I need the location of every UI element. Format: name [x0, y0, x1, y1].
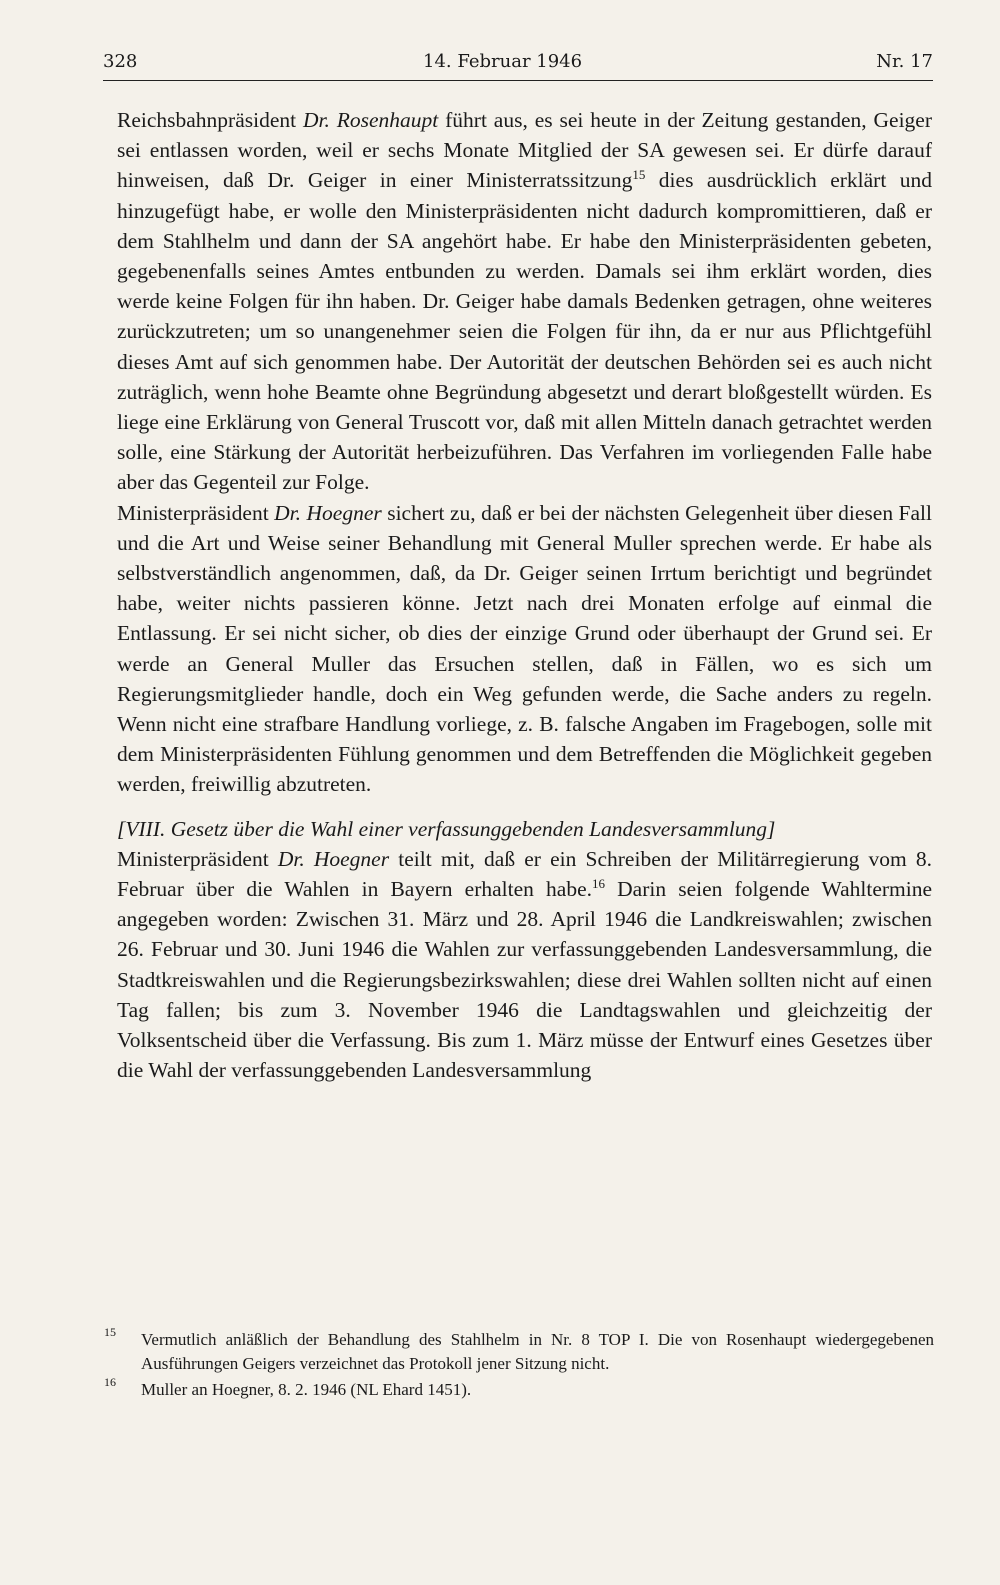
main-text — [117, 105, 932, 1086]
paragraph-hoegner-election: Ministerpräsident Dr. Hoegner teilt mit, daß er ein Schreiben der Militärregierung vom 8. Februar über die Wahlen in Bayern erhalten habe.$^{16}$ Darin seien folgende Wahltermine angegeben worden: Zwischen 31. März und 28. April 1946 die Landkreiswahlen; zwischen 26. Februar und 30. Juni 1946 die Wahlen zur verfassunggebenden Landesversammlung, die Stadtkreiswahlen und die Regierungsbezirkswahlen; diese drei Wahlen sollten nicht auf einen Tag fallen; bis zum 3. November 1946 die Landtagswahlen und gleichzeitig der Volksentscheid über die Verfassung. Bis zum 1. März müsse der Entwurf eines Gesetzes über die Wahl der verfassunggebenden Landesversammlung — [117, 846, 933, 1083]
paragraph-rosenhaupt: Reichsbahnpräsident Dr. Rosenhaupt führt aus, es sei heute in der Zeitung gestanden, Geiger sei entlassen worden, weil er sechs Monate Mitglied der SA gewesen sei. Er dürfe darauf hinweisen, daß Dr. Geiger in einer Ministerratssitzung$^{15}$ dies ausdrücklich erklärt und hinzugefügt habe, er wolle den Ministerpräsidenten nicht dadurch kompromittieren, daß er dem Stahlhelm und dann der SA angehört habe. Er habe den Ministerpräsidenten gebeten, gegebenenfalls seines Amtes entbunden zu werden. Damals sei ihm erklärt worden, dies werde keine Folgen für ihn haben. Dr. Geiger habe damals Bedenken getragen, ohne weiteres zurückzutreten; um so unangenehmer seien die Folgen für ihn, da er nur aus Pflichtgefühl dieses Amt auf sich genommen habe. Der Autorität der deutschen Behörden sei es auch nicht zuträglich, wenn hohe Beamte ohne Begründung abgesetzt und derart bloßgestellt würden. Es liege eine Erklärung von General Truscott vor, daß mit allen Mitteln danach getrachtet werden solle, eine Stärkung der Autorität herbeizuführen. Das Verfahren im vorliegenden Falle habe aber das Gegenteil zur Folge. — [117, 108, 932, 495]
speaker-name: Dr. Hoegner — [277, 846, 390, 871]
footnote-number: 15 — [104, 1325, 116, 1339]
speaker-name: Dr. Hoegner — [274, 500, 382, 525]
footnote-ref-16[interactable]: 16 — [592, 876, 606, 892]
paragraph-hoegner-reply: Ministerpräsident Dr. Hoegner sichert zu, daß er bei der nächsten Gelegenheit über diesen Fall und die Art und Weise seiner Behandlung mit General Muller sprechen werde. Er habe als selbstverständlich angenommen, daß, da Dr. Geiger seinen Irrtum berichtigt und begründet habe, weiter nichts passieren könne. Jetzt nach drei Monaten erfolge auf einmal die Entlassung. Er sei nicht sicher, ob dies der einzige Grund oder überhaupt der Grund sei. Er werde an General Muller das Ersuchen stellen, daß in Fällen, wo es sich um Regierungsmitglieder handle, doch ein Weg gefunden werde, die Sache anders zu regeln. Wenn nicht eine strafbare Handlung vorliege, z. B. falsche Angaben im Fragebogen, solle mit dem Ministerpräsidenten Fühlung genommen und dem Betreffenden die Möglichkeit gegeben werden, freiwillig abzutreten. — [117, 500, 932, 797]
header-date: 14. Februar 1946 — [423, 51, 583, 72]
protocol-number: Nr. 17 — [876, 51, 933, 72]
speaker-name: Dr. Rosenhaupt — [302, 108, 439, 132]
footnote-ref-15[interactable]: 15 — [632, 167, 646, 183]
footnotes — [104, 1325, 934, 1404]
footnote-16: 16 Muller an Hoegner, 8. 2. 1946 (NL Ehard 1451). — [104, 1375, 472, 1399]
running-header — [103, 40, 933, 81]
page-number: 328 — [103, 51, 138, 72]
footnote-15: 15 Vermutlich anläßlich der Behandlung des Stahlhelm in Nr. 8 TOP I. Die von Rosenhaupt wiedergegebenen Ausführungen Geigers verzeichnet das Protokoll jener Sitzung nicht. — [104, 1325, 934, 1373]
section-heading: [VIII. Gesetz über die Wahl einer verfassunggebenden Landesversammlung] — [117, 816, 776, 841]
footnote-number: 16 — [104, 1375, 116, 1389]
